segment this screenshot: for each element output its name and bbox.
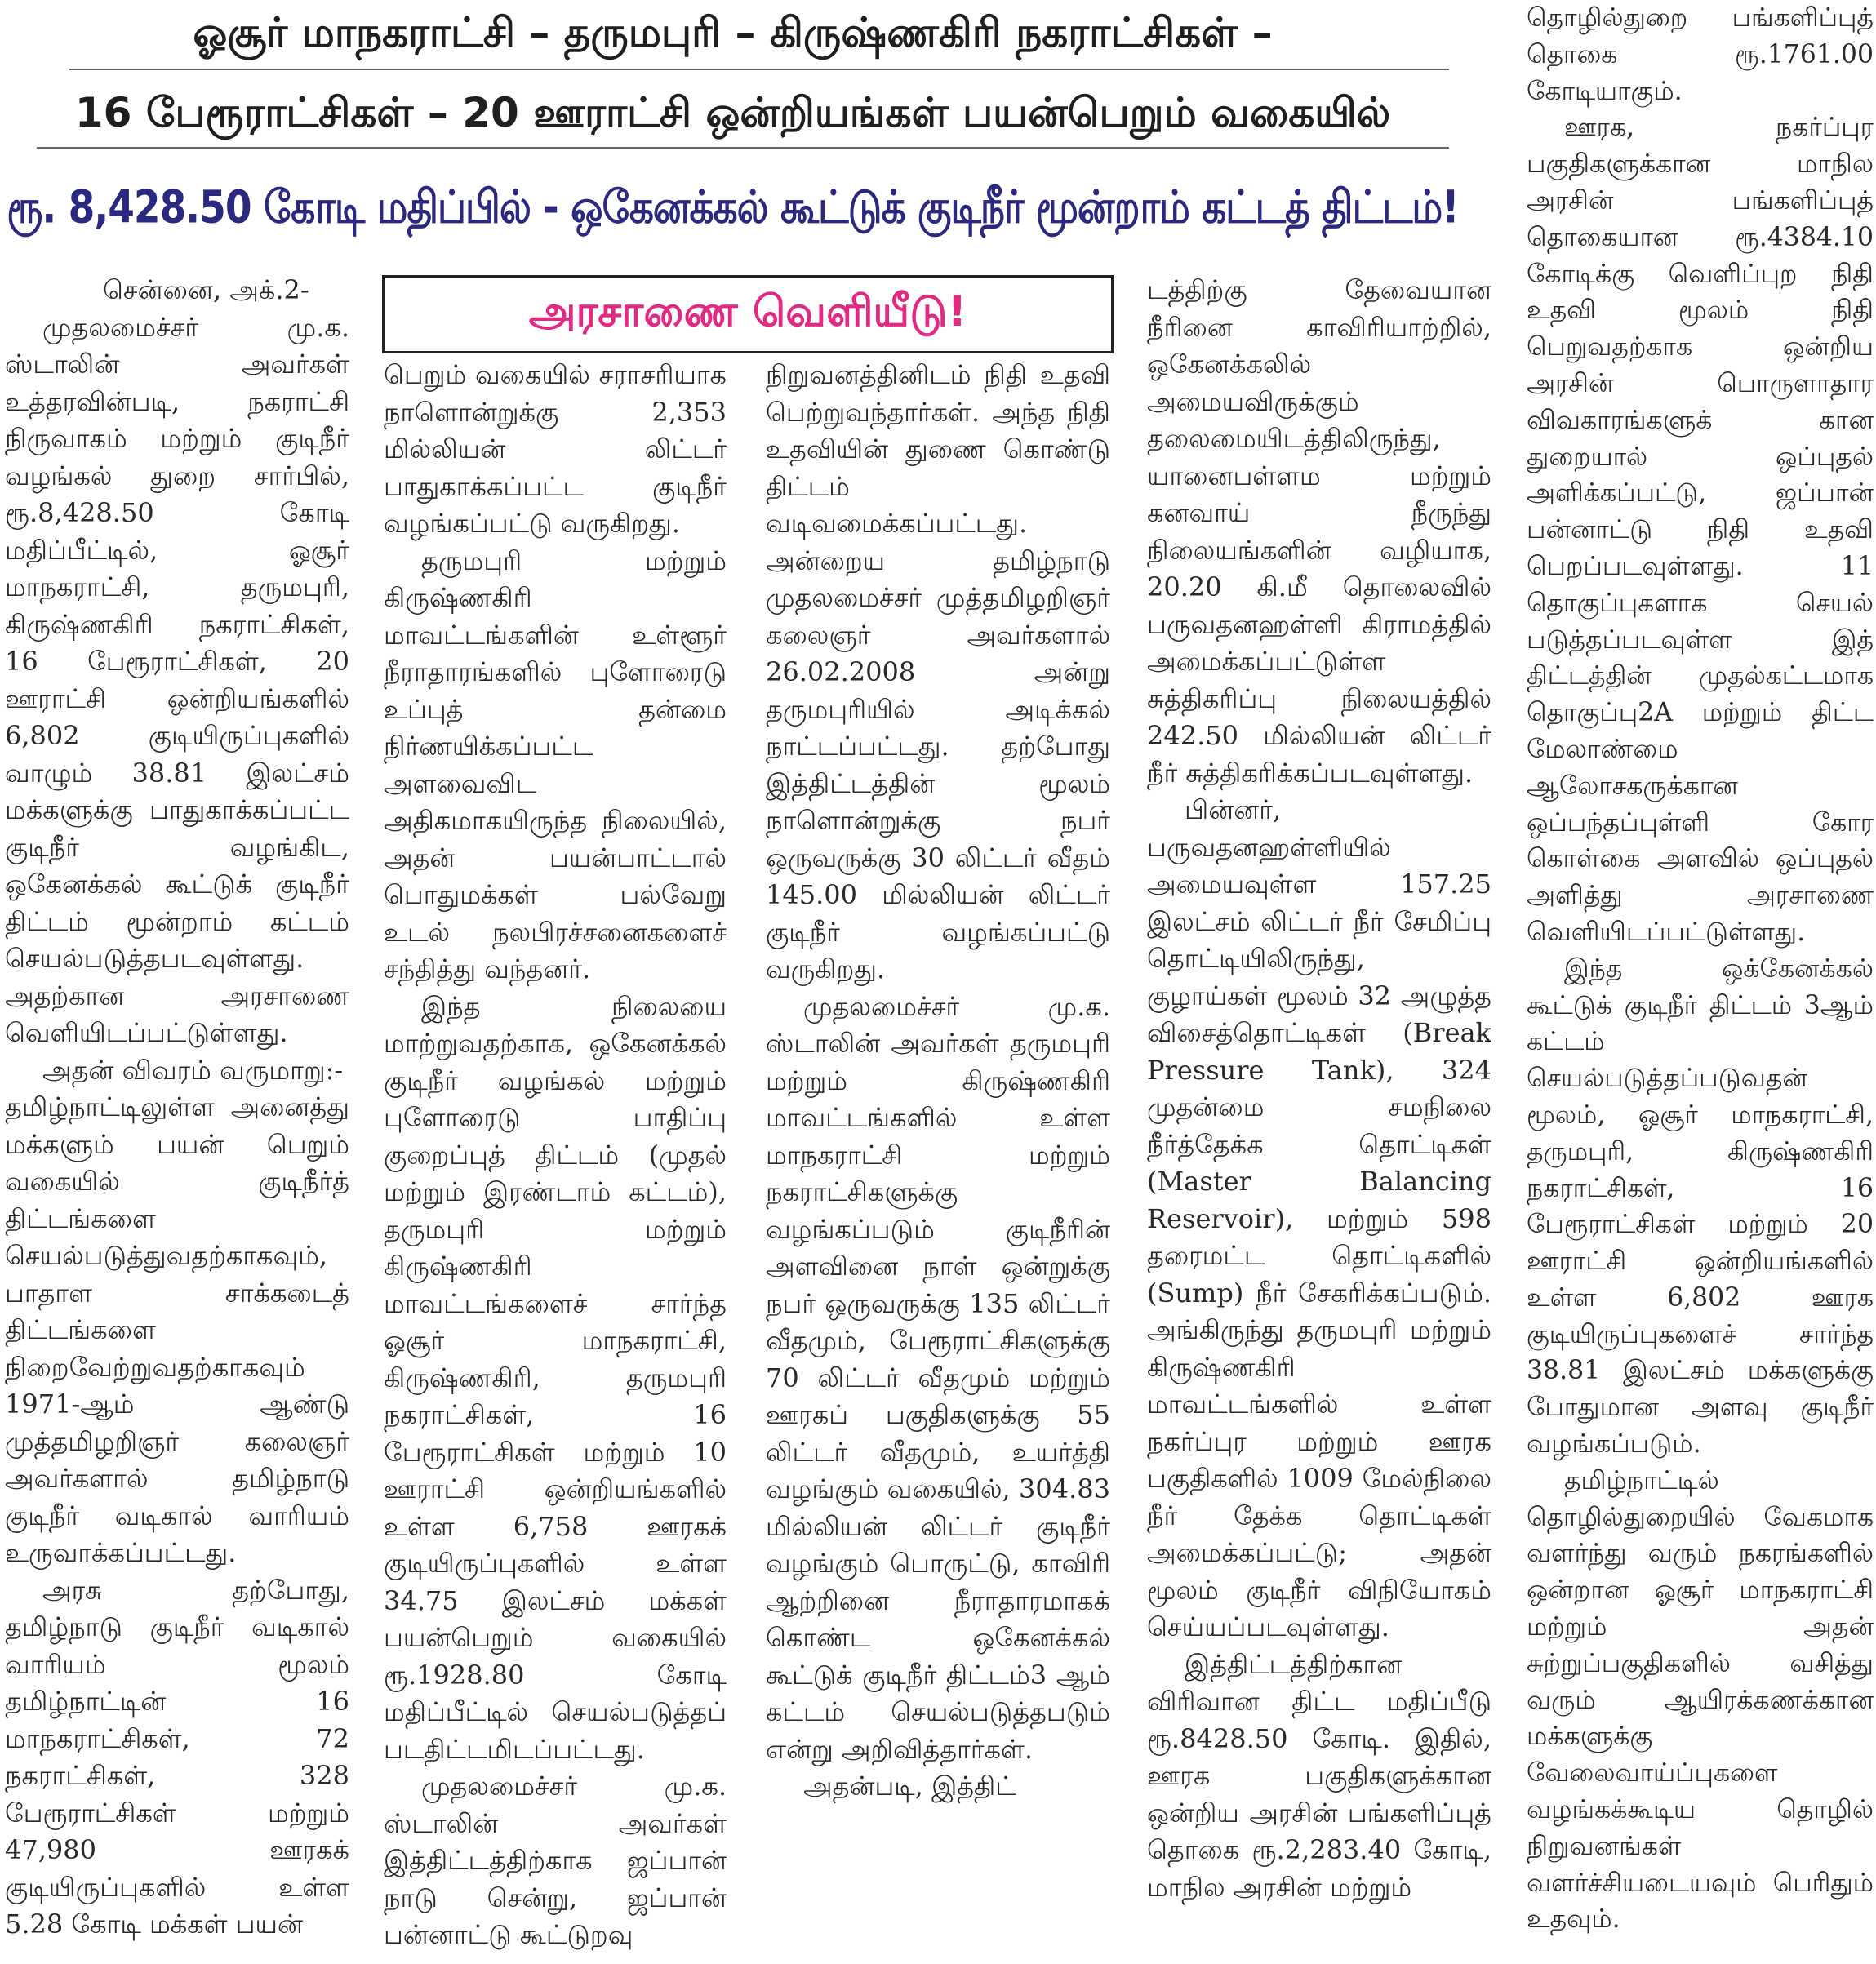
paragraph: இந்த ஒக்கேனக்கல் கூட்டுக் குடிநீர் திட்டம் 3ஆம் கட்டம் செயல்படுத்தப்படுவதன் மூலம், ஓசூர் மாநகராட்சி, தருமபுரி, கிருஷ்ணகிரி நகராட்சிகள், 16 பேரூராட்சிகள் மற்றும் 20 ஊராட்சி ஒன்றியங்களில் உள்ள 6,802 ஊரக குடியிருப்புகளைச் சார்ந்த 38.81 இலட்சம் மக்களுக்கு போதுமான அளவு குடிநீர் வழங்கப்படும். [1527, 953, 1874, 1460]
paragraph: இந்த நிலையை மாற்றுவதற்காக, ஒகேனக்கல் குடிநீர் வழங்கல் மற்றும் புளோரைடு பாதிப்பு குறைப்புத் திட்டம் (முதல் மற்றும் இரண்டாம் கட்டம்), தருமபுரி மற்றும் கிருஷ்ணகிரி மாவட்டங்களைச் சார்ந்த ஓசூர் மாநகராட்சி, கிருஷ்ணகிரி, தருமபுரி நகராட்சிகள், 16 பேரூராட்சிகள் மற்றும் 10 ஊராட்சி ஒன்றியங்களில் உள்ள 6,758 ஊரகக் குடியிருப்புகளில் உள்ள 34.75 இலட்சம் மக்கள் பயன்பெறும் வகையில் ரூ.1928.80 கோடி மதிப்பீட்டில் செயல்படுத்தப் படதிட்டமிடப்பட்டது. [384, 990, 727, 1765]
article-column-5 [1527, 0, 1874, 1962]
article-column-4 [1147, 272, 1491, 1962]
paragraph: தமிழ்நாட்டிலுள்ள அனைத்து மக்களும் பயன் பெறும் வகையில் குடிநீர்த் திட்டங்களை செயல்படுத்துவதற்காகவும், பாதாள சாக்கடைத் திட்டங்களை நிறைவேற்றுவதற்காகவும் 1971-ஆம் ஆண்டு முத்தமிழறிஞர் கலைஞர் அவர்களால் தமிழ்நாடு குடிநீர் வடிகால் வாரியம் உருவாக்கப்பட்டது. [5, 1091, 349, 1568]
headline-line-1: ஓசூர் மாநகராட்சி – தருமபுரி – கிருஷ்ணகிரி நகராட்சிகள் – [193, 9, 1273, 56]
paragraph: அதன் விவரம் வருமாறு:- [42, 1054, 344, 1086]
headline-rule-bottom [37, 147, 1449, 149]
paragraph: நிறுவனத்தினிடம் நிதி உதவி பெற்றுவந்தார்கள். அந்த நிதி உதவியின் துணை கொண்டு திட்டம் வடிவமைக்கப்பட்டது. அன்றைய தமிழ்நாடு முதலமைச்சர் முத்தமிழறிஞர் கலைஞர் அவர்களால் 26.02.2008 அன்று தருமபுரியில் அடிக்கல் நாட்டப்பட்டது. தற்போது இத்திட்டத்தின் மூலம் நாளொன்றுக்கு நபர் ஒருவருக்கு 30 லிட்டர் வீதம் 145.00 மில்லியன் லிட்டர் குடிநீர் வழங்கப்பட்டு வருகிறது. [766, 359, 1110, 984]
paragraph: தமிழ்நாட்டில் தொழில்துறையில் வேகமாக வளர்ந்து வரும் நகரங்களில் ஒன்றான ஓசூர் மாநகராட்சி மற்றும் அதன் சுற்றுப்பகுதிகளில் வசித்து வரும் ஆயிரக்கணக்கான மக்களுக்கு வேலைவாய்ப்புகளை வழங்கக்கூடிய தொழில் நிறுவனங்கள் வளர்ச்சியடையவும் பெரிதும் உதவும். [1527, 1465, 1874, 1935]
paragraph: தருமபுரி மற்றும் கிருஷ்ணகிரி மாவட்டங்களின் உள்ளூர் நீராதாரங்களில் புளோரைடு உப்புத் தன்மை நிர்ணயிக்கப்பட்ட அளவைவிட அதிகமாகயிருந்த நிலையில், அதன் பயன்பாட்டால் பொதுமக்கள் பல்வேறு உடல் நலபிரச்சனைகளைச் சந்தித்து வந்தனர். [384, 544, 727, 984]
paragraph: தொழில்துறை பங்களிப்புத் தொகை ரூ.1761.00 கோடியாகும். [1527, 3, 1874, 106]
paragraph: பின்னர், பருவதனஹள்ளியில் அமையவுள்ள 157.25 இலட்சம் லிட்டர் நீர் சேமிப்பு தொட்டியிலிருந்து, குழாய்கள் மூலம் 32 அழுத்த விசைத்தொட்டிகள் (Break Pressure Tank), 324 முதன்மை சமநிலை நீர்த்தேக்க தொட்டிகள் (Master Balancing Reservoir), மற்றும் 598 தரைமட்ட தொட்டிகளில் (Sump) நீர் சேகரிக்கப்படும். அங்கிருந்து தருமபுரி மற்றும் கிருஷ்ணகிரி மாவட்டங்களில் உள்ள நகர்ப்புர மற்றும் ஊரக பகுதிகளில் 1009 மேல்நிலை நீர் தேக்க தொட்டிகள் அமைக்கப்பட்டு; அதன் மூலம் குடிநீர் விநியோகம் செய்யப்படவுள்ளது. [1147, 794, 1491, 1642]
paragraph: முதலமைச்சர் மு.க. ஸ்டாலின் அவர்கள் இத்திட்டத்திற்காக ஜப்பான் நாடு சென்று, ஜப்பான் பன்னாட்டு கூட்டுறவு [384, 1771, 727, 1950]
headline-rule-top [69, 69, 1449, 70]
government-order-box [382, 275, 1114, 353]
article-column-1 [5, 272, 349, 1962]
dateline: சென்னை, அக்.2- [103, 274, 309, 305]
paragraph: டத்திற்கு தேவையான நீரினை காவிரியாற்றில், ஒகேனக்கலில் அமையவிருக்கும் தலைமையிடத்திலிருந்து, யானைபள்ளம மற்றும் கனவாய் நீருந்து நிலையங்களின் வழியாக, 20.20 கி.மீ தொலைவில் பருவதனஹள்ளி கிராமத்தில் அமைக்கப்பட்டுள்ள சுத்திகரிப்பு நிலையத்தில் 242.50 மில்லியன் லிட்டர் நீர் சுத்திகரிக்கப்படவுள்ளது. [1147, 274, 1491, 789]
paragraph: பெறும் வகையில் சராசரியாக நாளொன்றுக்கு 2,353 மில்லியன் லிட்டர் பாதுகாக்கப்பட்ட குடிநீர் வழங்கப்பட்டு வருகிறது. [384, 359, 727, 539]
paragraph: அரசு தற்போது, தமிழ்நாடு குடிநீர் வடிகால் வாரியம் மூலம் தமிழ்நாட்டின் 16 மாநகராட்சிகள், 72 நகராட்சிகள், 328 பேரூராட்சிகள் மற்றும் 47,980 ஊரகக் குடியிருப்புகளில் உள்ள 5.28 கோடி மக்கள் பயன் [5, 1574, 349, 1940]
headline-line-2: 16 பேரூராட்சிகள் – 20 ஊராட்சி ஒன்றியங்கள் பயன்பெறும் வகையில் [74, 89, 1391, 136]
paragraph: முதலமைச்சர் மு.க. ஸ்டாலின் அவர்கள் தருமபுரி மற்றும் கிருஷ்ணகிரி மாவட்டங்களில் உள்ள மாநகராட்சி மற்றும் நகராட்சிகளுக்கு வழங்கப்படும் குடிநீரின் அளவினை நாள் ஒன்றுக்கு நபர் ஒருவருக்கு 135 லிட்டர் வீதமும், பேரூராட்சிகளுக்கு 70 லிட்டர் வீதமும் மற்றும் ஊரகப் பகுதிகளுக்கு 55 லிட்டர் வீதமும், உயர்த்தி வழங்கும் வகையில், 304.83 மில்லியன் லிட்டர் குடிநீர் வழங்கும் பொருட்டு, காவிரி ஆற்றினை நீராதாரமாகக் கொண்ட ஒகேனக்கல் கூட்டுக் குடிநீர் திட்டம்3 ஆம் கட்டம் செயல்படுத்தபடும் என்று அறிவித்தார்கள். [766, 990, 1110, 1765]
box-title: அரசாணை வெளியீடு! [528, 287, 967, 336]
paragraph: ஊரக, நகர்ப்புர பகுதிகளுக்கான மாநில அரசின் பங்களிப்புத் தொகையான ரூ.4384.10 கோடிக்கு வெளிப்புற நிதி உதவி மூலம் நிதி பெறுவதற்காக ஒன்றிய அரசின் பொருளாதார விவகாரங்களுக் கான துறையால் ஒப்புதல் அளிக்கப்பட்டு, ஜப்பான் பன்னாட்டு நிதி உதவி பெறப்படவுள்ளது. 11 தொகுப்புகளாக செயல் படுத்தப்படவுள்ள இத் திட்டத்தின் முதல்கட்டமாக தொகுப்பு2A மற்றும் திட்ட மேலாண்மை ஆலோசகருக்கான ஒப்பந்தப்புள்ளி கோர கொள்கை அளவில் ஒப்புதல் அளித்து அரசாணை வெளியிடப்பட்டுள்ளது. [1527, 113, 1874, 947]
article-column-3 [766, 357, 1110, 1962]
paragraph: அதன்படி, இத்திட் [803, 1771, 1016, 1802]
paragraph: முதலமைச்சர் மு.க. ஸ்டாலின் அவர்கள் உத்தரவின்படி, நகராட்சி நிருவாகம் மற்றும் குடிநீர் வழங்கல் துறை சார்பில், ரூ.8,428.50 கோடி மதிப்பீட்டில், ஓசூர் மாநகராட்சி, தருமபுரி, கிருஷ்ணகிரி நகராட்சிகள், 16 பேரூராட்சிகள், 20 ஊராட்சி ஒன்றியங்களில் 6,802 குடியிருப்புகளில் வாழும் 38.81 இலட்சம் மக்களுக்கு பாதுகாக்கப்பட்ட குடிநீர் வழங்கிட, ஒகேனக்கல் கூட்டுக் குடிநீர் திட்டம் மூன்றாம் கட்டம் செயல்படுத்தபடவுள்ளது. அதற்கான அரசாணை வெளியிடப்பட்டுள்ளது. [5, 311, 349, 1048]
paragraph: இத்திட்டத்திற்கான விரிவான திட்ட மதிப்பீடு ரூ.8428.50 கோடி. இதில், ஊரக பகுதிகளுக்கான ஒன்றிய அரசின் பங்களிப்புத் தொகை ரூ.2,283.40 கோடி, மாநில அரசின் மற்றும் [1147, 1648, 1491, 1903]
article-column-2 [384, 357, 727, 1962]
main-headline: ரூ. 8,428.50 கோடி மதிப்பில் - ஒகேனக்கல் கூட்டுக் குடிநீர் மூன்றாம் கட்டத் திட்டம்! [7, 180, 1459, 234]
